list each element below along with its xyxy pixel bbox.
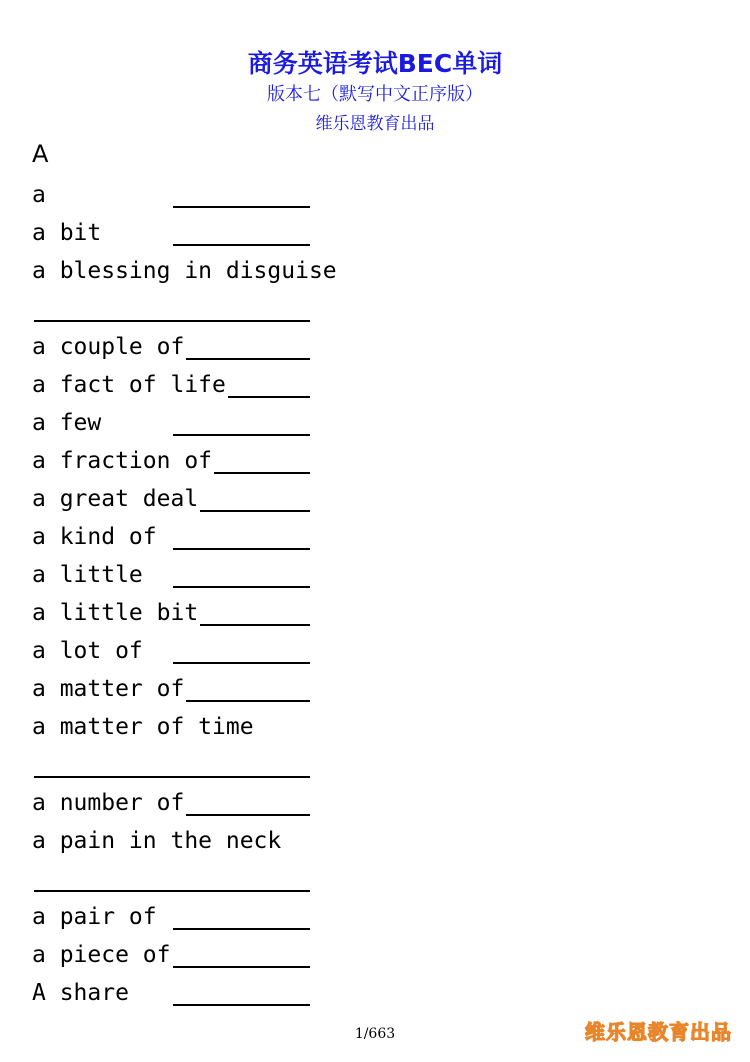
vocab-term: a kind of [32,524,157,550]
vocab-term: a little [32,562,143,588]
answer-blank [173,927,310,930]
vocab-entry [32,176,322,214]
vocab-entry [32,898,322,936]
section-letter: A [32,140,49,168]
answer-blank [34,775,310,778]
vocab-term: a couple of [32,334,185,360]
vocab-term: a matter of [32,676,185,702]
vocabulary-list [32,176,337,1012]
vocab-entry [32,784,322,822]
answer-blank [34,319,310,322]
document-subtitle: 版本七（默写中文正序版） [267,84,483,105]
vocab-term: a great deal [32,486,199,512]
vocab-entry [32,746,322,784]
page-number: 1/663 [354,1026,396,1042]
vocab-entry [32,822,322,860]
vocab-entry [32,518,322,556]
vocab-term: a pain in the neck [32,828,282,854]
vocab-entry [32,328,322,366]
vocab-entry [32,290,322,328]
vocab-term: a bit [32,220,102,246]
answer-blank [173,205,310,208]
answer-blank [173,547,310,550]
vocab-entry [32,670,322,708]
vocab-entry [32,252,337,290]
vocab-term: a piece of [32,942,171,968]
answer-blank [173,1003,310,1006]
answer-blank [200,509,310,512]
vocab-term: a blessing in disguise [32,258,337,284]
publisher-line: 维乐恩教育出品 [315,114,435,134]
answer-blank [214,471,310,474]
vocab-term: A share [32,980,129,1006]
vocab-term: a fraction of [32,448,213,474]
vocab-entry [32,214,322,252]
vocab-term: a matter of time [32,714,254,740]
answer-blank [200,623,310,626]
vocab-term: a few [32,410,102,436]
vocab-entry [32,936,322,974]
answer-blank [228,395,310,398]
answer-blank [186,813,310,816]
vocab-term: a lot of [32,638,143,664]
vocab-term: a fact of life [32,372,226,398]
vocab-entry [32,974,322,1012]
vocab-term: a pair of [32,904,157,930]
answer-blank [34,889,310,892]
vocab-entry [32,594,322,632]
document-title: 商务英语考试BEC单词 [247,49,503,78]
vocab-entry [32,632,322,670]
vocab-entry [32,556,322,594]
answer-blank [173,965,310,968]
vocab-entry [32,708,322,746]
answer-blank [186,699,310,702]
answer-blank [173,433,310,436]
vocab-entry [32,404,322,442]
vocab-entry [32,442,322,480]
vocab-term: a little bit [32,600,199,626]
answer-blank [173,585,310,588]
vocab-entry [32,366,322,404]
vocab-entry [32,480,322,518]
answer-blank [173,243,310,246]
vocab-term: a number of [32,790,185,816]
watermark-logo: 维乐恩教育出品 [585,1020,732,1044]
answer-blank [173,661,310,664]
answer-blank [186,357,310,360]
vocab-entry [32,860,322,898]
vocab-term: a [32,182,46,208]
